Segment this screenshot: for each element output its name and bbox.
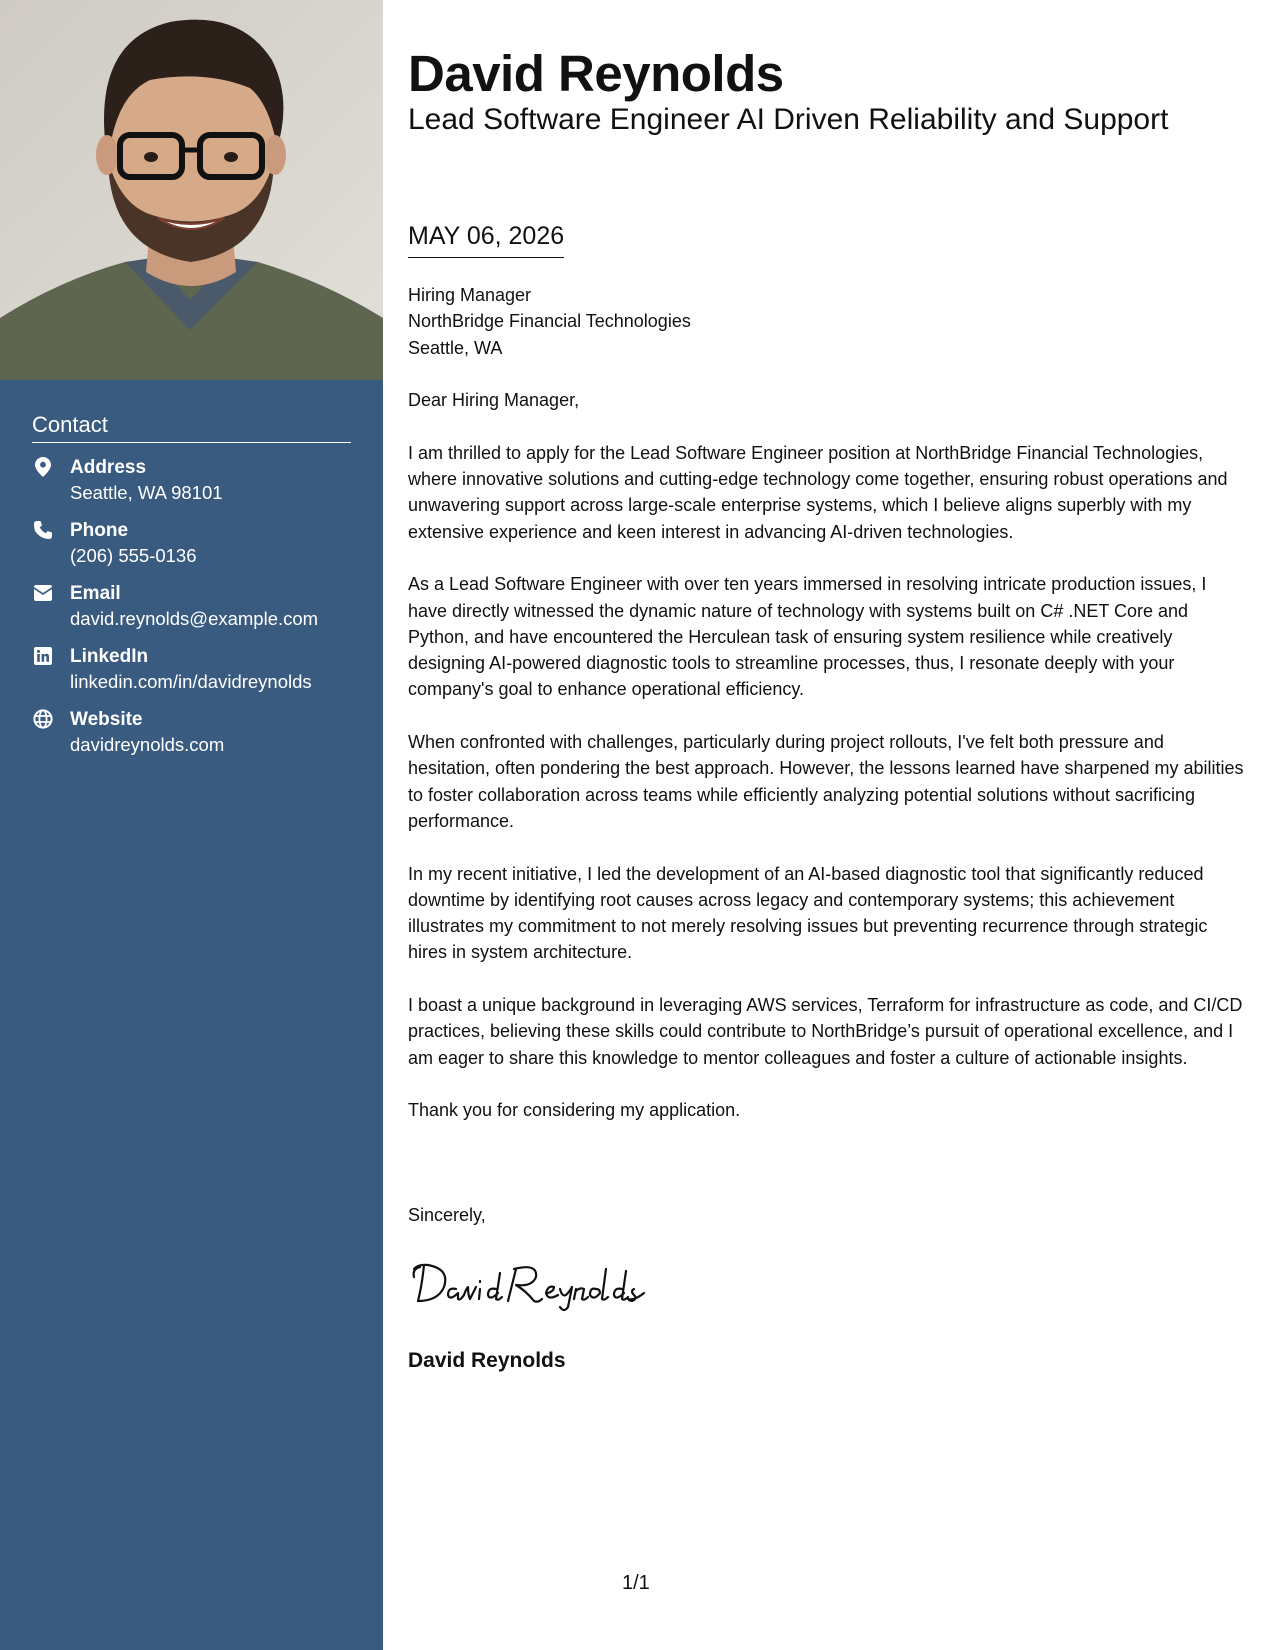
- paragraph: When confronted with challenges, particularly during project rollouts, I've felt both pressure and hesitation, often pondering the best approach. However, the lessons learned have sharpened my abilities to foster collaboration across teams while efficiently analyzing potential solutions without sacrificing performance.: [408, 732, 1244, 831]
- sidebar: [0, 0, 383, 1650]
- letter-date: MAY 06, 2026: [408, 222, 564, 258]
- contact-label: Phone: [70, 520, 129, 541]
- recipient-block: [408, 282, 1248, 361]
- contact-value: Seattle, WA 98101: [70, 482, 223, 503]
- recipient-location: Seattle, WA: [408, 337, 503, 358]
- applicant-title: Lead Software Engineer AI Driven Reliability and Support: [408, 103, 1169, 136]
- contact-address: [32, 455, 351, 505]
- profile-photo: [0, 0, 383, 380]
- contact-phone: [32, 518, 351, 568]
- contact-value: (206) 555-0136: [70, 545, 197, 566]
- contact-email: [32, 581, 351, 631]
- contact-label: Email: [70, 583, 121, 604]
- contact-linkedin: [32, 644, 351, 694]
- applicant-name: David Reynolds: [408, 45, 784, 102]
- letter-body: [408, 282, 1248, 1150]
- contact-heading: Contact: [32, 412, 351, 443]
- salutation: Dear Hiring Manager,: [408, 390, 580, 411]
- contact-email-link[interactable]: david.reynolds@example.com: [70, 608, 319, 629]
- paragraph: As a Lead Software Engineer with over ten years immersed in resolving intricate production issues, I have directly witnessed the dynamic nature of technology with systems built on C# .NET Core and Python, and have encountered the Herculean task of ensuring system resilience while creatively designing AI-powered diagnostic tools to streamline processes, thus, I resonate deeply with your company's goal to enhance operational efficiency.: [408, 574, 1207, 700]
- paragraph: I boast a unique background in leveraging AWS services, Terraform for infrastructure as code, and CI/CD practices, believing these skills could contribute to NorthBridge’s pursuit of operational excellence, and I am eager to share this knowledge to mentor colleagues and foster a culture of actionable insights.: [408, 995, 1243, 1068]
- contact-website-link[interactable]: davidreynolds.com: [70, 734, 225, 755]
- handwritten-signature: [408, 1255, 648, 1320]
- contact-website: [32, 707, 351, 757]
- globe-icon: [32, 708, 54, 730]
- contact-label: LinkedIn: [70, 646, 149, 667]
- phone-icon: [32, 519, 54, 541]
- contact-linkedin-link[interactable]: linkedin.com/in/davidreynolds: [70, 671, 312, 692]
- closing: Sincerely,: [408, 1205, 486, 1225]
- page-number: 1/1: [622, 1572, 650, 1594]
- recipient-company: NorthBridge Financial Technologies: [408, 311, 691, 332]
- paragraph: In my recent initiative, I led the development of an AI-based diagnostic tool that significantly reduced downtime by identifying root causes across legacy and contemporary systems; this achievement illustrates my commitment to not merely resolving issues but preventing recurrence through strategic hires in system architecture.: [408, 863, 1208, 963]
- contact-label: Address: [70, 457, 147, 478]
- contact-section: [32, 412, 351, 770]
- paragraph: I am thrilled to apply for the Lead Software Engineer position at NorthBridge Financial Technologies, where innovative solutions and cutting-edge technology come together, ensuring robust operations and unwavering support across large-scale enterprise systems, which I believe aligns superbly with my extensive experience and keen interest in advancing AI-driven technologies.: [408, 442, 1228, 542]
- signed-name: David Reynolds: [408, 1349, 566, 1372]
- recipient-role: Hiring Manager: [408, 285, 532, 305]
- envelope-icon: [32, 582, 54, 604]
- linkedin-icon: [32, 645, 54, 667]
- paragraph: Thank you for considering my application.: [408, 1100, 741, 1121]
- map-pin-icon: [32, 456, 54, 478]
- contact-label: Website: [70, 709, 143, 730]
